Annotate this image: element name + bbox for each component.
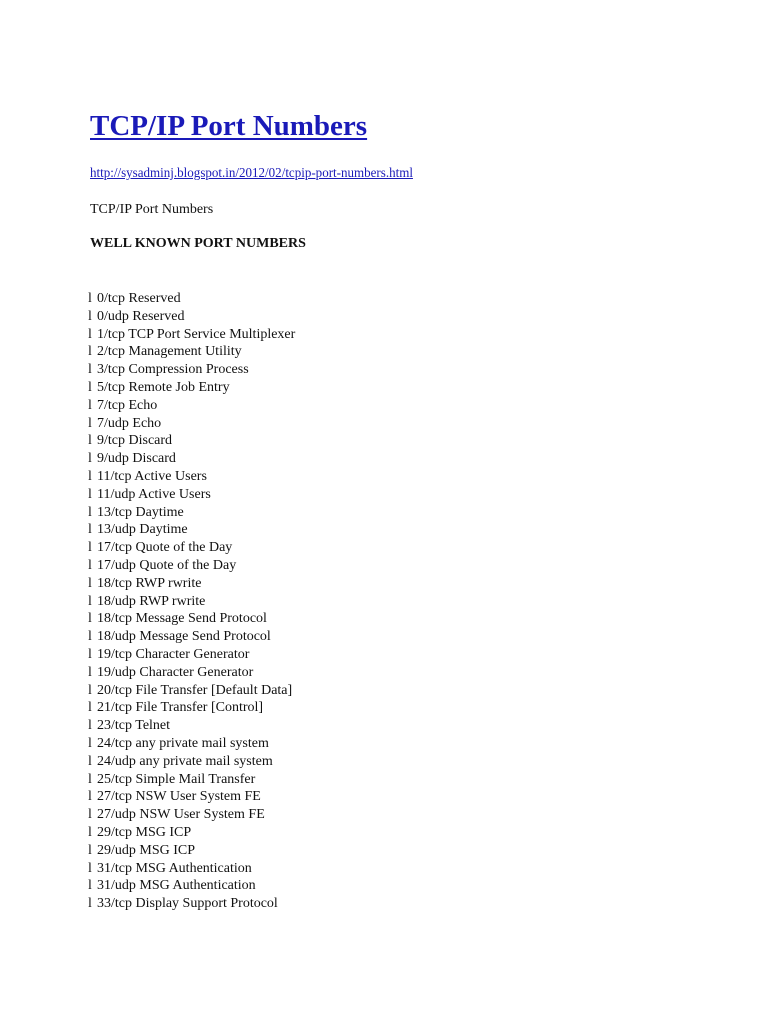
bullet-icon: l <box>88 362 92 378</box>
list-item <box>88 682 295 700</box>
port-entry: 27/udp NSW User System FE <box>97 807 265 823</box>
port-entry: 17/tcp Quote of the Day <box>97 540 233 556</box>
bullet-icon: l <box>88 451 92 467</box>
list-item <box>88 753 295 771</box>
bullet-icon: l <box>88 860 92 876</box>
bullet-icon: l <box>88 397 92 413</box>
list-item <box>88 806 295 824</box>
port-entry: 23/tcp Telnet <box>97 718 171 734</box>
list-item <box>88 842 295 860</box>
port-entry: 9/udp Discard <box>97 451 176 467</box>
port-entry: 7/udp Echo <box>97 415 162 431</box>
port-entry: 2/tcp Management Utility <box>97 344 242 360</box>
list-item <box>88 450 295 468</box>
source-link[interactable]: http://sysadminj.blogspot.in/2012/02/tcpip-port-numbers.html <box>90 166 413 181</box>
list-item <box>88 308 295 326</box>
list-item <box>88 326 295 344</box>
list-item <box>88 486 295 504</box>
bullet-icon: l <box>88 575 92 591</box>
bullet-icon: l <box>88 611 92 627</box>
port-entry: 0/tcp Reserved <box>97 291 181 306</box>
section-heading: WELL KNOWN PORT NUMBERS <box>90 236 306 251</box>
bullet-icon: l <box>88 807 92 823</box>
list-item <box>88 646 295 664</box>
list-item <box>88 343 295 361</box>
list-item <box>88 397 295 415</box>
bullet-icon: l <box>88 308 92 324</box>
list-item <box>88 504 295 522</box>
port-entry: 29/tcp MSG ICP <box>97 824 192 840</box>
bullet-icon: l <box>88 771 92 787</box>
list-item <box>88 771 295 789</box>
list-item <box>88 575 295 593</box>
bullet-icon: l <box>88 415 92 431</box>
bullet-icon: l <box>88 486 92 502</box>
list-item <box>88 432 295 450</box>
port-entry: 31/tcp MSG Authentication <box>97 860 252 876</box>
port-entry: 11/udp Active Users <box>97 486 211 502</box>
list-item <box>88 415 295 433</box>
list-item <box>88 290 295 308</box>
list-item <box>88 664 295 682</box>
bullet-icon: l <box>88 468 92 484</box>
list-item <box>88 379 295 397</box>
bullet-icon: l <box>88 682 92 698</box>
bullet-icon: l <box>88 326 92 342</box>
bullet-icon: l <box>88 557 92 573</box>
port-entry: 24/udp any private mail system <box>97 753 273 769</box>
port-entry: 31/udp MSG Authentication <box>97 878 256 894</box>
port-entry: 21/tcp File Transfer [Control] <box>97 700 264 716</box>
port-entry: 27/tcp NSW User System FE <box>97 789 261 805</box>
port-entry: 25/tcp Simple Mail Transfer <box>97 771 256 787</box>
port-entry: 18/tcp Message Send Protocol <box>97 611 267 627</box>
list-item <box>88 877 295 895</box>
port-entry: 5/tcp Remote Job Entry <box>97 379 230 395</box>
port-entry: 18/udp Message Send Protocol <box>97 629 271 645</box>
port-entry: 11/tcp Active Users <box>97 468 207 484</box>
list-item <box>88 735 295 753</box>
bullet-icon: l <box>88 522 92 538</box>
list-item <box>88 557 295 575</box>
port-entry: 20/tcp File Transfer [Default Data] <box>97 682 293 698</box>
bullet-icon: l <box>88 824 92 840</box>
bullet-icon: l <box>88 664 92 680</box>
document-subtitle: TCP/IP Port Numbers <box>90 202 214 217</box>
bullet-icon: l <box>88 896 92 912</box>
list-item <box>88 628 295 646</box>
list-item <box>88 895 295 913</box>
list-item <box>88 824 295 842</box>
list-item <box>88 361 295 379</box>
bullet-icon: l <box>88 735 92 751</box>
list-item <box>88 610 295 628</box>
list-item <box>88 539 295 557</box>
list-item <box>88 593 295 611</box>
list-item <box>88 860 295 878</box>
bullet-icon: l <box>88 718 92 734</box>
port-entry: 29/udp MSG ICP <box>97 842 196 858</box>
port-entry: 1/tcp TCP Port Service Multiplexer <box>97 326 296 342</box>
port-entry: 13/udp Daytime <box>97 522 188 538</box>
bullet-icon: l <box>88 789 92 805</box>
bullet-icon: l <box>88 842 92 858</box>
port-entry: 24/tcp any private mail system <box>97 735 269 751</box>
bullet-icon: l <box>88 593 92 609</box>
port-entry: 33/tcp Display Support Protocol <box>97 896 278 912</box>
list-item <box>88 717 295 735</box>
bullet-icon: l <box>88 379 92 395</box>
bullet-icon: l <box>88 753 92 769</box>
port-entry: 7/tcp Echo <box>97 397 158 413</box>
bullet-icon: l <box>88 629 92 645</box>
bullet-icon: l <box>88 433 92 449</box>
port-entry: 19/tcp Character Generator <box>97 646 250 662</box>
port-entry: 3/tcp Compression Process <box>97 362 249 378</box>
port-entry: 9/tcp Discard <box>97 433 173 449</box>
bullet-icon: l <box>88 646 92 662</box>
bullet-icon: l <box>88 344 92 360</box>
port-entry: 0/udp Reserved <box>97 308 185 324</box>
list-item <box>88 699 295 717</box>
list-item <box>88 521 295 539</box>
list-item <box>88 468 295 486</box>
bullet-icon: l <box>88 700 92 716</box>
bullet-icon: l <box>88 540 92 556</box>
document-title[interactable]: TCP/IP Port Numbers <box>90 110 368 142</box>
port-entry: 18/tcp RWP rwrite <box>97 575 202 591</box>
bullet-icon: l <box>88 878 92 894</box>
port-entry: 18/udp RWP rwrite <box>97 593 206 609</box>
bullet-icon: l <box>88 504 92 520</box>
list-item <box>88 788 295 806</box>
port-entry: 19/udp Character Generator <box>97 664 254 680</box>
bullet-icon: l <box>88 291 92 306</box>
port-entry: 13/tcp Daytime <box>97 504 184 520</box>
port-list <box>88 290 295 913</box>
port-entry: 17/udp Quote of the Day <box>97 557 237 573</box>
